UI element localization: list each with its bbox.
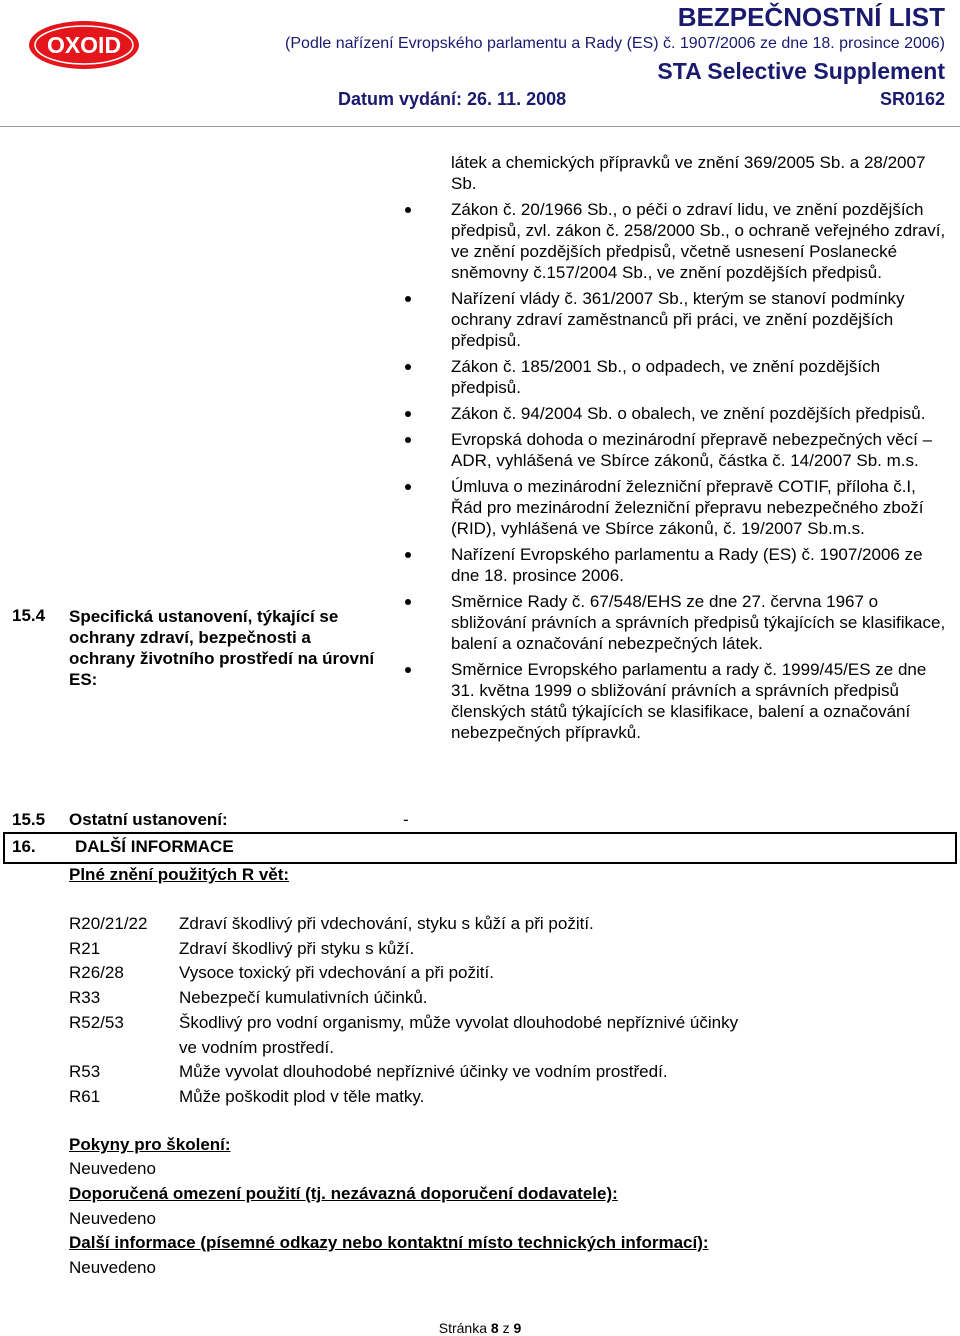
- r-phrase-code: R53: [69, 1062, 101, 1082]
- r-phrase-row: [69, 1060, 739, 1085]
- page-prefix: Stránka: [438, 1320, 487, 1336]
- restrictions-title: Doporučená omezení použití (tj. nezávazná doporučení dodavatele):: [69, 1184, 618, 1203]
- bullet-icon: [405, 296, 411, 302]
- section-15-4-heading: Specifická ustanovení, týkající se ochrany zdraví, bezpečnosti a ochrany životního prostředí na úrovní ES:: [69, 607, 375, 689]
- legislation-item-text: Směrnice Rady č. 67/548/EHS ze dne 27. června 1967 o sbližování právních a správních předpisů týkajících se klasifikace, balení a označování nebezpečných látek.: [451, 592, 946, 653]
- section-16-heading: DALŠÍ INFORMACE: [75, 837, 234, 856]
- bullet-icon: [405, 364, 411, 370]
- legislation-item: [405, 288, 950, 351]
- legislation-item-text: Zákon č. 94/2004 Sb. o obalech, ve znění pozdějších předpisů.: [451, 404, 926, 423]
- page-separator: z: [502, 1320, 510, 1336]
- r-phrases-title: Plné znění použitých R vět:: [69, 865, 290, 884]
- legislation-item-text: Zákon č. 20/1966 Sb., o péči o zdraví lidu, ve znění pozdějších předpisů, zvl. zákon č. 258/2000 Sb., o ochraně veřejného zdraví, ve znění pozdějších předpisů, včetně usnesení Poslanecké sněmovny č.157/2004 Sb., ve znění pozdějších předpisů.: [451, 200, 946, 282]
- r-phrase-text: Může poškodit plod v těle matky.: [179, 1086, 425, 1106]
- bullet-icon: [405, 437, 411, 443]
- oxoid-logo: [28, 20, 140, 70]
- more-info-title: Další informace (písemné odkazy nebo kontaktní místo technických informací):: [69, 1233, 709, 1252]
- legislation-item-text: Nařízení vlády č. 361/2007 Sb., kterým se stanoví podmínky ochrany zdraví zaměstnanců při práci, ve znění pozdějších předpisů.: [451, 289, 905, 350]
- legislation-item: [405, 476, 950, 539]
- r-phrase-row: [69, 1011, 739, 1060]
- page-total: 9: [513, 1320, 522, 1336]
- bullet-icon: [405, 484, 411, 490]
- bullet-icon: [405, 207, 411, 213]
- legislation-item-text: Směrnice Evropského parlamentu a rady č. 1999/45/ES ze dne 31. května 1999 o sbližování právních a správních předpisů členských států týkajících se klasifikace, balení a označování nebezpečných přípravků.: [451, 660, 927, 742]
- product-code: SR0162: [879, 89, 945, 109]
- bullet-icon: [405, 552, 411, 558]
- bullet-icon: [405, 599, 411, 605]
- document-title: BEZPEČNOSTNÍ LIST: [677, 2, 945, 32]
- legislation-item-text: Nařízení Evropského parlamentu a Rady (ES) č. 1907/2006 ze dne 18. prosince 2006.: [451, 545, 923, 585]
- r-phrase-text: Může vyvolat dlouhodobé nepříznivé účinky ve vodním prostředí.: [179, 1062, 668, 1082]
- legislation-item-text: Evropská dohoda o mezinárodní přepravě nebezpečných věcí – ADR, vyhlášená ve Sbírce zákonů, částka č. 14/2007 Sb. m.s.: [451, 430, 933, 470]
- r-phrase-row: [69, 961, 739, 986]
- r-phrases-table: [69, 912, 739, 1110]
- r-phrase-code: R20/21/22: [69, 914, 148, 933]
- page-current: 8: [490, 1320, 499, 1336]
- r-phrase-row: [69, 1085, 739, 1110]
- training-value: Neuvedeno: [69, 1159, 156, 1178]
- legislation-item: [405, 199, 950, 283]
- legislation-item: [405, 659, 950, 743]
- r-phrase-row: [69, 986, 739, 1011]
- r-phrase-text: Zdraví škodlivý při styku s kůží.: [179, 938, 415, 958]
- section-15-5-value: -: [403, 810, 409, 829]
- r-phrase-row: [69, 912, 739, 937]
- r-phrase-code: R21: [69, 938, 101, 958]
- header-divider: [0, 126, 960, 127]
- r-phrase-code: R61: [69, 1086, 101, 1106]
- legislation-item: [405, 544, 950, 586]
- bullet-icon: [405, 411, 411, 417]
- restrictions-value: Neuvedeno: [69, 1209, 156, 1228]
- legislation-item: [405, 403, 950, 424]
- section-15-5-heading: Ostatní ustanovení:: [69, 810, 228, 829]
- r-phrase-code: R26/28: [69, 963, 124, 983]
- legislation-item: [405, 429, 950, 471]
- section-15-4-number: 15.4: [12, 606, 46, 625]
- r-phrase-row: [69, 937, 739, 962]
- legislation-item-text: Zákon č. 185/2001 Sb., o odpadech, ve znění pozdějších předpisů.: [451, 357, 881, 397]
- r-phrase-text: Škodlivý pro vodní organismy, může vyvolat dlouhodobé nepříznivé účinky ve vodním prostředí.: [179, 1012, 739, 1057]
- r-phrase-text: Zdraví škodlivý při vdechování, styku s kůží a při požití.: [179, 914, 594, 933]
- legislation-item: [405, 591, 950, 654]
- product-name: STA Selective Supplement: [657, 58, 945, 84]
- section-16-number: 16.: [12, 837, 36, 856]
- legislation-items: [405, 199, 950, 743]
- more-info-value: Neuvedeno: [69, 1258, 156, 1277]
- legislation-item: [405, 356, 950, 398]
- legislation-item-text: Úmluva o mezinárodní železniční přepravě COTIF, příloha č.I, Řád pro mezinárodní železniční přepravu nebezpečného zboží (RID), vyhlášená ve Sbírce zákonů, č. 19/2007 Sb.m.s.: [451, 477, 924, 538]
- r-phrase-code: R33: [69, 988, 101, 1008]
- page-footer: [0, 1320, 960, 1336]
- r-phrase-code: R52/53: [69, 1012, 124, 1032]
- bullet-icon: [405, 667, 411, 673]
- section-15-5-number: 15.5: [12, 810, 46, 829]
- r-phrase-text: Vysoce toxický při vdechování a při požití.: [179, 963, 494, 983]
- regulation-reference: (Podle nařízení Evropského parlamentu a Rady (ES) č. 1907/2006 ze dne 18. prosince 2006): [285, 35, 945, 52]
- r-phrase-text: Nebezpečí kumulativních účinků.: [179, 988, 428, 1008]
- issue-date: Datum vydání: 26. 11. 2008: [338, 89, 567, 109]
- training-title: Pokyny pro školení:: [69, 1135, 231, 1154]
- svg-text:OXOID: OXOID: [46, 32, 122, 58]
- legislation-continuation: látek a chemických přípravků ve znění 369/2005 Sb. a 28/2007 Sb.: [451, 153, 926, 193]
- legislation-list: [405, 152, 950, 748]
